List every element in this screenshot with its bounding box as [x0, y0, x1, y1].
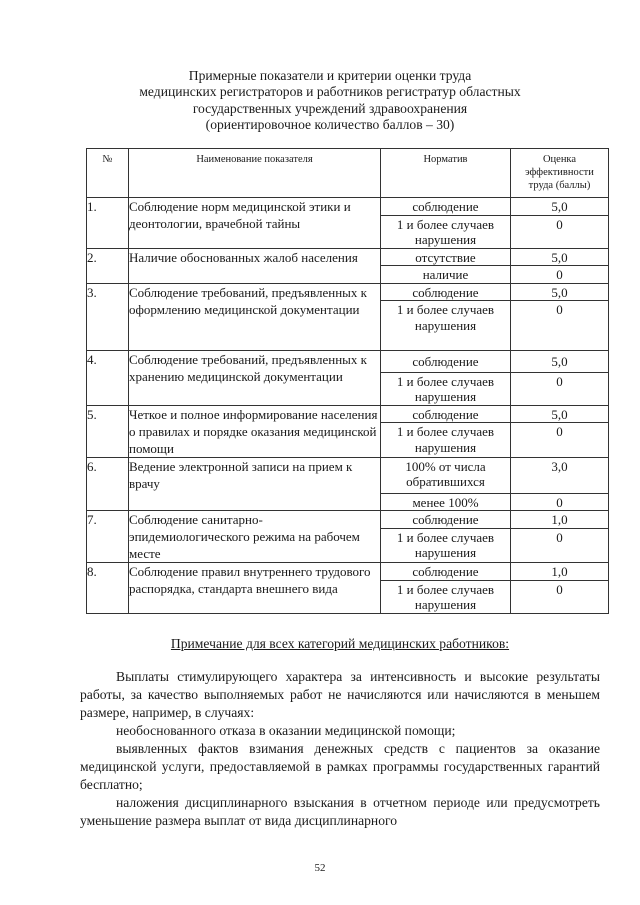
score-value: 5,0 [551, 406, 568, 422]
row-scores [511, 283, 609, 350]
row-num: 4. [87, 350, 129, 405]
norm-value: 1 и более случаев нарушения [381, 422, 510, 455]
note-paragraph: необоснованного отказа в оказании медицинской помощи; [116, 723, 456, 738]
norm-value: 1 и более случаев нарушения [381, 372, 510, 405]
row-norms [381, 457, 511, 511]
norm-value: соблюдение [412, 284, 479, 300]
title-line-2: медицинских регистраторов и работников регистратур областных [139, 84, 521, 100]
row-norms [381, 198, 511, 249]
note-paragraph: выявленных фактов взимания денежных средств с пациентов за оказание медицинской услуги, предоставляемой в рамках программы государственных гарантий бесплатно; [80, 741, 600, 792]
table-row [87, 563, 609, 614]
norm-value: 1 и более случаев нарушения [381, 528, 510, 561]
row-name: Четкое и полное информирование населения о правилах и порядке оказания медицинской помощи [129, 405, 381, 457]
score-value: 0 [511, 265, 608, 283]
row-scores [511, 511, 609, 563]
note-paragraph: Выплаты стимулирующего характера за интенсивность и высокие результаты работы, за качество выполняемых работ не начисляются или начисляются в меньшем размере, например, в случаях: [80, 669, 600, 720]
row-name: Наличие обоснованных жалоб населения [129, 248, 381, 283]
title-line-1: Примерные показатели и критерии оценки труда [188, 68, 472, 83]
header-score: Оценка эффективности труда (баллы) [511, 149, 609, 198]
row-num: 1. [87, 198, 129, 249]
table-row [87, 405, 609, 457]
norm-value: 1 и более случаев нарушения [381, 580, 510, 613]
row-name: Соблюдение правил внутреннего трудового распорядка, стандарта внешнего вида [129, 563, 381, 614]
row-num: 5. [87, 405, 129, 457]
row-num: 8. [87, 563, 129, 614]
header-name: Наименование показателя [129, 149, 381, 198]
score-value: 0 [511, 528, 608, 546]
norm-value: отсутствие [415, 249, 476, 265]
document-title [100, 68, 560, 134]
row-norms [381, 563, 511, 614]
table-row [87, 457, 609, 511]
score-value: 0 [511, 493, 608, 511]
score-value: 5,0 [551, 199, 568, 214]
norm-value: 100% от числа обратившихся [405, 458, 486, 489]
note-paragraph: наложения дисциплинарного взыскания в отчетном периоде или предусмотреть уменьшение размера выплат от вида дисциплинарного [80, 795, 600, 828]
row-norms [381, 405, 511, 457]
score-value: 5,0 [551, 249, 568, 265]
row-num: 7. [87, 511, 129, 563]
row-scores [511, 350, 609, 405]
score-value: 5,0 [551, 284, 568, 300]
norm-value: соблюдение [412, 512, 479, 527]
row-scores [511, 563, 609, 614]
table-row [87, 248, 609, 283]
title-line-4: (ориентировочное количество баллов – 30) [205, 117, 455, 133]
page-number: 52 [314, 862, 326, 874]
score-value: 1,0 [551, 512, 568, 527]
row-norms [381, 248, 511, 283]
row-scores [511, 198, 609, 249]
row-scores [511, 405, 609, 457]
row-scores [511, 248, 609, 283]
score-value: 1,0 [551, 564, 568, 579]
row-num: 6. [87, 457, 129, 511]
criteria-table [86, 148, 609, 614]
score-value: 0 [511, 580, 608, 598]
score-value: 0 [511, 372, 608, 390]
row-norms [381, 350, 511, 405]
norm-value: 1 и более случаев нарушения [381, 215, 510, 248]
score-value: 3,0 [551, 458, 568, 474]
row-num: 2. [87, 248, 129, 283]
table-header-row [87, 149, 609, 198]
row-name: Ведение электронной записи на прием к врачу [129, 457, 381, 511]
header-num: № [87, 149, 129, 198]
row-num: 3. [87, 283, 129, 350]
note-title: Примечание для всех категорий медицинских работников: [170, 636, 510, 651]
score-value: 5,0 [551, 353, 568, 369]
norm-value: соблюдение [412, 564, 479, 579]
table-row [87, 198, 609, 249]
row-norms [381, 283, 511, 350]
title-line-3: государственных учреждений здравоохранения [192, 100, 468, 116]
norm-value: менее 100% [381, 493, 510, 511]
row-name: Соблюдение требований, предъявленных к оформлению медицинской документации [129, 283, 381, 350]
norm-value: соблюдение [412, 406, 479, 422]
score-value: 0 [511, 300, 608, 318]
table-row [87, 283, 609, 350]
row-norms [381, 511, 511, 563]
norm-value: наличие [381, 265, 510, 283]
row-name: Соблюдение санитарно-эпидемиологического режима на рабочем месте [129, 511, 381, 563]
norm-value: соблюдение [412, 199, 479, 214]
table-row [87, 511, 609, 563]
table-row [87, 350, 609, 405]
norm-value: 1 и более случаев нарушения [381, 300, 510, 333]
score-value: 0 [511, 215, 608, 233]
row-scores [511, 457, 609, 511]
row-name: Соблюдение требований, предъявленных к хранению медицинской документации [129, 350, 381, 405]
row-name: Соблюдение норм медицинской этики и деонтологии, врачебной тайны [129, 198, 381, 249]
score-value: 0 [511, 422, 608, 440]
norm-value: соблюдение [412, 353, 479, 369]
header-norm: Норматив [381, 149, 511, 198]
note-body [80, 664, 600, 830]
